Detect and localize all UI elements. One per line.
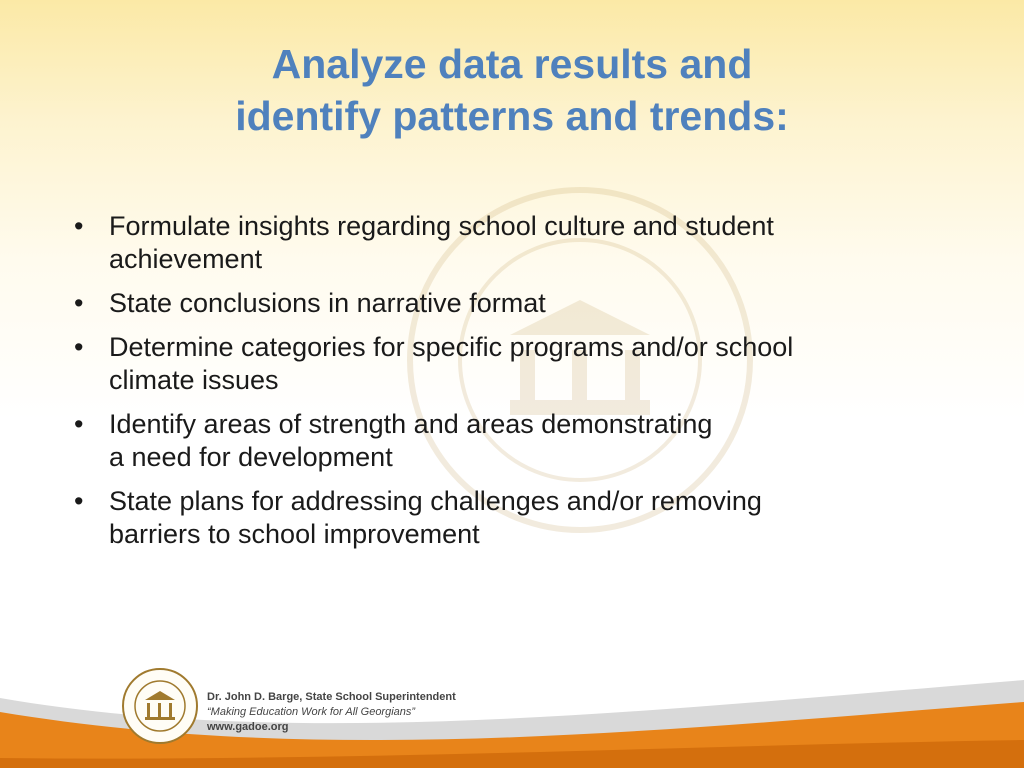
bullet-item — [70, 287, 990, 320]
bullet-item — [70, 210, 990, 276]
bullet-line: • State conclusions in narrative format — [109, 288, 546, 318]
slide-title — [0, 38, 1024, 142]
website-url[interactable]: www.gadoe.org — [207, 721, 289, 733]
bullet-line: • State plans for addressing challenges and/or removing — [109, 486, 762, 516]
bullet-item — [70, 485, 990, 551]
footer-motto: “Making Education Work for All Georgians” — [207, 706, 416, 718]
superintendent-name: Dr. John D. Barge, State School Superintendent — [207, 691, 456, 703]
bullet-line: achievement — [109, 244, 263, 274]
title-line-2: identify patterns and trends: — [235, 93, 789, 139]
bullet-line: • Formulate insights regarding school culture and student — [109, 211, 774, 241]
bullet-line: • Identify areas of strength and areas demonstrating — [109, 409, 713, 439]
footer-credits — [207, 690, 456, 735]
title-line-1: Analyze data results and — [271, 41, 753, 87]
bullet-line: climate issues — [109, 365, 279, 395]
bullet-line: a need for development — [109, 442, 393, 472]
bullet-item — [70, 331, 990, 397]
bullet-line: barriers to school improvement — [109, 519, 480, 549]
department-of-education-logo — [121, 667, 199, 745]
bullet-line: • Determine categories for specific programs and/or school — [109, 332, 794, 362]
bullet-list — [70, 210, 990, 562]
bullet-item — [70, 408, 990, 474]
